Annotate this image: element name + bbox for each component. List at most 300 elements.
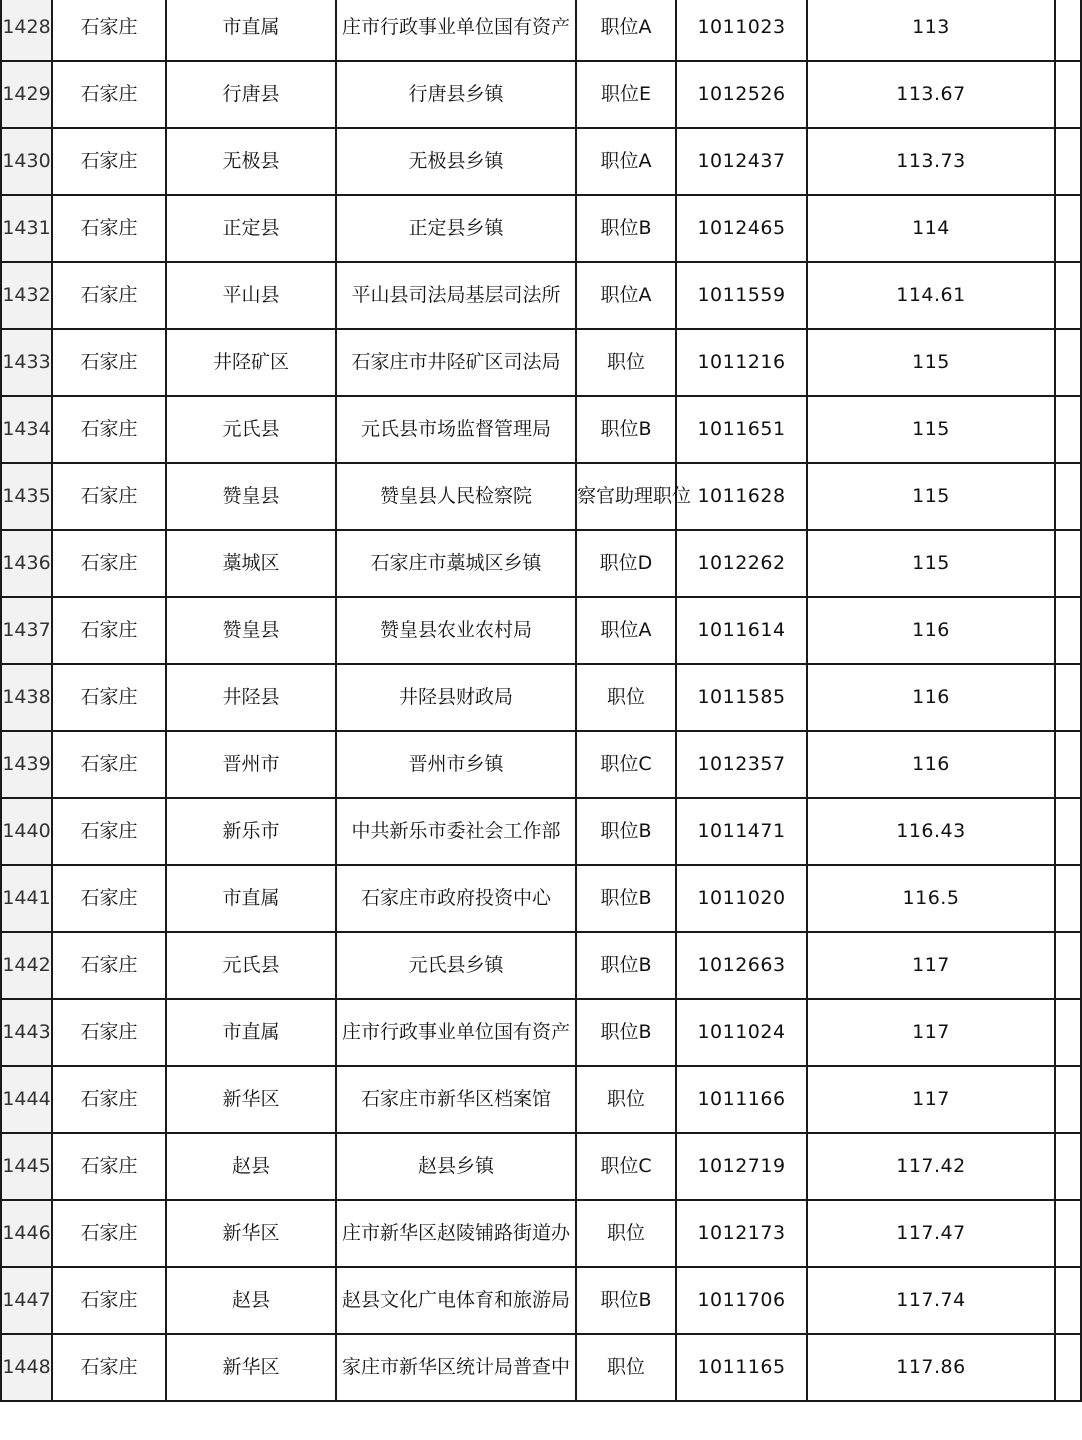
county-cell[interactable]	[166, 932, 336, 999]
position-code-cell-text: 1011166	[697, 1088, 786, 1110]
row-number-cell-text: 1440	[2, 820, 51, 842]
unit-cell[interactable]	[336, 865, 576, 932]
position-cell-text: 职位E	[600, 83, 651, 105]
table-row	[1, 999, 1081, 1066]
empty-cell[interactable]	[1055, 1066, 1081, 1133]
county-cell[interactable]	[166, 463, 336, 530]
unit-cell[interactable]	[336, 999, 576, 1066]
position-cell-text: 职位B	[600, 1289, 652, 1311]
row-number-cell-text: 1430	[2, 150, 51, 172]
table-row	[1, 865, 1081, 932]
position-code-cell-text: 1012465	[697, 217, 786, 239]
score-cell-text: 117.86	[896, 1356, 966, 1378]
unit-cell-text: 行唐县乡镇	[408, 83, 504, 105]
county-cell[interactable]	[166, 329, 336, 396]
score-cell[interactable]	[807, 664, 1055, 731]
row-number-cell[interactable]	[1, 262, 52, 329]
row-number-cell-text: 1444	[2, 1088, 51, 1110]
score-cell-text: 116	[912, 686, 950, 708]
unit-cell[interactable]	[336, 396, 576, 463]
position-code-cell[interactable]	[676, 128, 807, 195]
unit-cell[interactable]	[336, 1066, 576, 1133]
row-number-cell[interactable]	[1, 999, 52, 1066]
city-cell[interactable]	[52, 195, 166, 262]
position-code-cell[interactable]	[676, 597, 807, 664]
score-cell-text: 117	[912, 1021, 950, 1043]
county-cell-text: 藁城区	[222, 552, 280, 574]
score-cell[interactable]	[807, 195, 1055, 262]
unit-cell[interactable]	[336, 0, 576, 61]
score-cell-text: 115	[912, 485, 950, 507]
empty-cell[interactable]	[1055, 530, 1081, 597]
county-cell-text: 正定县	[222, 217, 280, 239]
row-number-cell[interactable]	[1, 61, 52, 128]
position-code-cell-text: 1011216	[697, 351, 786, 373]
city-cell-text: 石家庄	[80, 686, 138, 708]
position-code-cell[interactable]	[676, 1334, 807, 1401]
row-number-cell[interactable]	[1, 798, 52, 865]
position-cell-text: 职位A	[600, 16, 652, 38]
empty-cell[interactable]	[1055, 999, 1081, 1066]
row-number-cell-text: 1442	[2, 954, 51, 976]
table-row	[1, 1334, 1081, 1401]
position-code-cell-text: 1011024	[697, 1021, 786, 1043]
row-number-cell-text: 1446	[2, 1222, 51, 1244]
unit-cell-text: 晋州市乡镇	[408, 753, 504, 775]
score-cell[interactable]	[807, 597, 1055, 664]
county-cell[interactable]	[166, 195, 336, 262]
county-cell[interactable]	[166, 262, 336, 329]
empty-cell[interactable]	[1055, 1334, 1081, 1401]
position-cell-text: 职位	[606, 686, 645, 708]
row-number-cell[interactable]	[1, 597, 52, 664]
unit-cell-text: 元氏县乡镇	[408, 954, 504, 976]
row-number-cell-text: 1432	[2, 284, 51, 306]
county-cell[interactable]	[166, 128, 336, 195]
score-cell-text: 115	[912, 552, 950, 574]
county-cell[interactable]	[166, 61, 336, 128]
city-cell-text: 石家庄	[80, 887, 138, 909]
city-cell[interactable]	[52, 463, 166, 530]
position-cell-text: 职位	[606, 1356, 645, 1378]
position-code-cell[interactable]	[676, 999, 807, 1066]
city-cell[interactable]	[52, 999, 166, 1066]
unit-cell[interactable]	[336, 530, 576, 597]
county-cell[interactable]	[166, 1267, 336, 1334]
city-cell[interactable]	[52, 798, 166, 865]
score-cell-text: 114.61	[896, 284, 966, 306]
empty-cell[interactable]	[1055, 932, 1081, 999]
city-cell-text: 石家庄	[80, 753, 138, 775]
county-cell[interactable]	[166, 999, 336, 1066]
position-code-cell-text: 1011165	[697, 1356, 786, 1378]
city-cell-text: 石家庄	[80, 1021, 138, 1043]
table-row	[1, 463, 1081, 530]
position-cell[interactable]	[576, 396, 676, 463]
row-number-cell[interactable]	[1, 530, 52, 597]
county-cell[interactable]	[166, 1066, 336, 1133]
empty-cell[interactable]	[1055, 1267, 1081, 1334]
county-cell-text: 市直属	[222, 1021, 280, 1043]
city-cell-text: 石家庄	[80, 1155, 138, 1177]
city-cell[interactable]	[52, 61, 166, 128]
row-number-cell[interactable]	[1, 865, 52, 932]
score-cell[interactable]	[807, 1133, 1055, 1200]
table-row	[1, 329, 1081, 396]
position-code-cell[interactable]	[676, 1133, 807, 1200]
empty-cell[interactable]	[1055, 1133, 1081, 1200]
position-code-cell[interactable]	[676, 1200, 807, 1267]
city-cell-text: 石家庄	[80, 1356, 138, 1378]
score-cell-text: 116.43	[896, 820, 966, 842]
position-code-cell-text: 1012262	[697, 552, 786, 574]
row-number-cell[interactable]	[1, 664, 52, 731]
city-cell[interactable]	[52, 597, 166, 664]
county-cell-text: 赵县	[231, 1289, 270, 1311]
county-cell[interactable]	[166, 865, 336, 932]
score-cell[interactable]	[807, 1066, 1055, 1133]
position-code-cell-text: 1011706	[697, 1289, 786, 1311]
position-cell-text: 职位B	[600, 418, 652, 440]
unit-cell[interactable]	[336, 61, 576, 128]
position-cell[interactable]	[576, 865, 676, 932]
county-cell[interactable]	[166, 0, 336, 61]
county-cell-text: 赞皇县	[222, 485, 280, 507]
score-cell-text: 116.5	[902, 887, 960, 909]
city-cell-text: 石家庄	[80, 552, 138, 574]
row-number-cell[interactable]	[1, 329, 52, 396]
row-number-cell-text: 1433	[2, 351, 51, 373]
unit-cell[interactable]	[336, 1133, 576, 1200]
row-number-cell[interactable]	[1, 731, 52, 798]
position-code-cell[interactable]	[676, 262, 807, 329]
position-cell[interactable]	[576, 1267, 676, 1334]
unit-cell[interactable]	[336, 463, 576, 530]
score-cell[interactable]	[807, 1200, 1055, 1267]
position-code-cell[interactable]	[676, 1267, 807, 1334]
position-code-cell[interactable]	[676, 0, 807, 61]
position-code-cell-text: 1012357	[697, 753, 786, 775]
unit-cell-text: 石家庄市政府投资中心	[360, 887, 551, 909]
county-cell[interactable]	[166, 1133, 336, 1200]
city-cell-text: 石家庄	[80, 284, 138, 306]
row-number-cell-text: 1435	[2, 485, 51, 507]
city-cell[interactable]	[52, 396, 166, 463]
county-cell-text: 赞皇县	[222, 619, 280, 641]
unit-cell-text: 井陉县财政局	[398, 686, 513, 708]
empty-cell[interactable]	[1055, 731, 1081, 798]
position-cell-text: 职位A	[600, 150, 652, 172]
city-cell[interactable]	[52, 128, 166, 195]
position-cell[interactable]	[576, 463, 692, 530]
position-cell[interactable]	[576, 999, 676, 1066]
empty-cell[interactable]	[1055, 61, 1081, 128]
position-cell-text: 职位B	[600, 1021, 652, 1043]
row-number-cell[interactable]	[1, 1334, 52, 1401]
table-row	[1, 262, 1081, 329]
row-number-cell-text: 1428	[2, 16, 51, 38]
city-cell-text: 石家庄	[80, 351, 138, 373]
county-cell-text: 市直属	[222, 887, 280, 909]
row-number-cell-text: 1443	[2, 1021, 51, 1043]
table-row	[1, 731, 1081, 798]
unit-cell-text: 平山县司法局基层司法所	[351, 284, 561, 306]
empty-cell[interactable]	[1055, 0, 1081, 61]
unit-cell-text: 赞皇县农业农村局	[379, 619, 532, 641]
position-code-cell[interactable]	[676, 530, 807, 597]
county-cell[interactable]	[166, 1334, 336, 1401]
unit-cell[interactable]	[336, 664, 576, 731]
unit-cell[interactable]	[336, 1334, 576, 1401]
score-cell-text: 117	[912, 1088, 950, 1110]
position-cell[interactable]	[576, 329, 676, 396]
county-cell-text: 市直属	[222, 16, 280, 38]
city-cell[interactable]	[52, 530, 166, 597]
city-cell-text: 石家庄	[80, 16, 138, 38]
table-row	[1, 195, 1081, 262]
city-cell-text: 石家庄	[80, 1088, 138, 1110]
position-cell[interactable]	[576, 597, 676, 664]
unit-cell[interactable]	[336, 731, 576, 798]
county-cell-text: 新华区	[222, 1356, 280, 1378]
county-cell[interactable]	[166, 664, 336, 731]
unit-cell[interactable]	[336, 128, 576, 195]
city-cell[interactable]	[52, 1267, 166, 1334]
position-cell[interactable]	[576, 798, 676, 865]
row-number-cell[interactable]	[1, 195, 52, 262]
position-cell-text: 职位C	[600, 753, 652, 775]
unit-cell-text: 庄市行政事业单位国有资产	[341, 16, 570, 38]
city-cell-text: 石家庄	[80, 217, 138, 239]
unit-cell[interactable]	[336, 1267, 576, 1334]
position-code-cell-text: 1011628	[697, 485, 786, 507]
position-cell-text: 职位B	[600, 887, 652, 909]
row-number-cell[interactable]	[1, 1200, 52, 1267]
position-code-cell-text: 1012719	[697, 1155, 786, 1177]
row-number-cell[interactable]	[1, 1133, 52, 1200]
empty-cell[interactable]	[1055, 597, 1081, 664]
unit-cell-text: 庄市新华区赵陵铺路街道办	[341, 1222, 570, 1244]
position-code-cell[interactable]	[676, 396, 807, 463]
county-cell[interactable]	[166, 597, 336, 664]
unit-cell-text: 赞皇县人民检察院	[379, 485, 532, 507]
position-code-cell[interactable]	[676, 664, 807, 731]
city-cell[interactable]	[52, 865, 166, 932]
county-cell-text: 平山县	[222, 284, 280, 306]
score-cell[interactable]	[807, 1334, 1055, 1401]
row-number-cell[interactable]	[1, 128, 52, 195]
position-cell-text: 察官助理职位	[577, 485, 692, 507]
score-cell-text: 117.47	[896, 1222, 966, 1244]
unit-cell[interactable]	[336, 262, 576, 329]
position-code-cell[interactable]	[676, 932, 807, 999]
unit-cell[interactable]	[336, 798, 576, 865]
row-number-cell-text: 1448	[2, 1356, 51, 1378]
position-cell-text: 职位B	[600, 217, 652, 239]
empty-cell[interactable]	[1055, 664, 1081, 731]
empty-cell[interactable]	[1055, 1200, 1081, 1267]
table-row	[1, 61, 1081, 128]
table-row	[1, 396, 1081, 463]
row-number-cell[interactable]	[1, 463, 52, 530]
position-cell[interactable]	[576, 1334, 676, 1401]
position-cell[interactable]	[576, 530, 676, 597]
unit-cell-text: 元氏县市场监督管理局	[360, 418, 551, 440]
position-cell-text: 职位C	[600, 1155, 652, 1177]
position-code-cell-text: 1011614	[697, 619, 786, 641]
unit-cell[interactable]	[336, 597, 576, 664]
table-row	[1, 0, 1081, 61]
unit-cell-text: 石家庄市新华区档案馆	[360, 1088, 551, 1110]
unit-cell-text: 中共新乐市委社会工作部	[351, 820, 561, 842]
table-row	[1, 530, 1081, 597]
position-code-cell[interactable]	[676, 798, 807, 865]
position-cell[interactable]	[576, 664, 676, 731]
unit-cell[interactable]	[336, 195, 576, 262]
position-code-cell-text: 1011471	[697, 820, 786, 842]
score-cell-text: 113.67	[896, 83, 966, 105]
score-cell[interactable]	[807, 932, 1055, 999]
unit-cell[interactable]	[336, 329, 576, 396]
city-cell[interactable]	[52, 1334, 166, 1401]
score-cell[interactable]	[807, 798, 1055, 865]
position-cell-text: 职位A	[600, 619, 652, 641]
county-cell-text: 新华区	[222, 1222, 280, 1244]
city-cell-text: 石家庄	[80, 1222, 138, 1244]
city-cell[interactable]	[52, 1133, 166, 1200]
position-code-cell[interactable]	[676, 731, 807, 798]
score-cell-text: 117.74	[896, 1289, 966, 1311]
score-cell[interactable]	[807, 530, 1055, 597]
city-cell[interactable]	[52, 262, 166, 329]
position-cell-text: 职位	[606, 1088, 645, 1110]
score-cell-text: 114	[912, 217, 950, 239]
city-cell[interactable]	[52, 664, 166, 731]
county-cell[interactable]	[166, 1200, 336, 1267]
position-code-cell[interactable]	[676, 195, 807, 262]
position-code-cell[interactable]	[676, 865, 807, 932]
position-code-cell-text: 1011020	[697, 887, 786, 909]
position-code-cell[interactable]	[676, 329, 807, 396]
row-number-cell[interactable]	[1, 0, 52, 61]
score-cell[interactable]	[807, 262, 1055, 329]
row-number-cell[interactable]	[1, 396, 52, 463]
city-cell-text: 石家庄	[80, 1289, 138, 1311]
city-cell-text: 石家庄	[80, 619, 138, 641]
row-number-cell[interactable]	[1, 1267, 52, 1334]
position-code-cell-text: 1012173	[697, 1222, 786, 1244]
city-cell-text: 石家庄	[80, 820, 138, 842]
position-code-cell[interactable]	[676, 61, 807, 128]
position-cell[interactable]	[576, 195, 676, 262]
row-number-cell[interactable]	[1, 1066, 52, 1133]
score-cell[interactable]	[807, 0, 1055, 61]
table-body	[1, 0, 1081, 1401]
row-number-cell-text: 1438	[2, 686, 51, 708]
county-cell[interactable]	[166, 396, 336, 463]
unit-cell-text: 赵县文化广电体育和旅游局	[341, 1289, 570, 1311]
position-cell[interactable]	[576, 1133, 676, 1200]
city-cell[interactable]	[52, 932, 166, 999]
score-cell[interactable]	[807, 463, 1055, 530]
score-cell[interactable]	[807, 865, 1055, 932]
position-code-cell[interactable]	[676, 463, 807, 530]
table-row	[1, 128, 1081, 195]
row-number-cell-text: 1441	[2, 887, 51, 909]
unit-cell[interactable]	[336, 1200, 576, 1267]
county-cell[interactable]	[166, 798, 336, 865]
position-code-cell-text: 1011559	[697, 284, 786, 306]
score-cell[interactable]	[807, 999, 1055, 1066]
score-cell[interactable]	[807, 731, 1055, 798]
table-row	[1, 597, 1081, 664]
score-cell[interactable]	[807, 329, 1055, 396]
position-cell[interactable]	[576, 1066, 676, 1133]
county-cell-text: 元氏县	[222, 418, 280, 440]
position-cell[interactable]	[576, 1200, 676, 1267]
city-cell[interactable]	[52, 1200, 166, 1267]
table-row	[1, 1066, 1081, 1133]
score-cell[interactable]	[807, 1267, 1055, 1334]
empty-cell[interactable]	[1055, 865, 1081, 932]
score-cell-text: 116	[912, 619, 950, 641]
city-cell[interactable]	[52, 0, 166, 61]
position-cell[interactable]	[576, 0, 676, 61]
score-cell-text: 117.42	[896, 1155, 966, 1177]
score-cell[interactable]	[807, 396, 1055, 463]
score-cell[interactable]	[807, 61, 1055, 128]
position-cell-text: 职位B	[600, 820, 652, 842]
position-cell-text: 职位	[606, 351, 645, 373]
empty-cell[interactable]	[1055, 262, 1081, 329]
unit-cell-text: 石家庄市藁城区乡镇	[370, 552, 542, 574]
position-cell[interactable]	[576, 128, 676, 195]
score-cell[interactable]	[807, 128, 1055, 195]
city-cell[interactable]	[52, 1066, 166, 1133]
row-number-cell-text: 1445	[2, 1155, 51, 1177]
empty-cell[interactable]	[1055, 195, 1081, 262]
row-number-cell[interactable]	[1, 932, 52, 999]
position-cell[interactable]	[576, 731, 676, 798]
position-code-cell-text: 1011585	[697, 686, 786, 708]
position-cell[interactable]	[576, 61, 676, 128]
empty-cell[interactable]	[1055, 329, 1081, 396]
county-cell-text: 晋州市	[222, 753, 280, 775]
position-cell[interactable]	[576, 932, 676, 999]
position-code-cell[interactable]	[676, 1066, 807, 1133]
empty-cell[interactable]	[1055, 798, 1081, 865]
city-cell[interactable]	[52, 731, 166, 798]
empty-cell[interactable]	[1055, 463, 1081, 530]
city-cell-text: 石家庄	[80, 485, 138, 507]
table-row	[1, 932, 1081, 999]
table-row	[1, 664, 1081, 731]
city-cell[interactable]	[52, 329, 166, 396]
empty-cell[interactable]	[1055, 396, 1081, 463]
position-cell-text: 职位B	[600, 954, 652, 976]
unit-cell-text: 石家庄市井陉矿区司法局	[351, 351, 561, 373]
row-number-cell-text: 1429	[2, 83, 51, 105]
unit-cell-text: 无极县乡镇	[408, 150, 504, 172]
county-cell[interactable]	[166, 530, 336, 597]
position-cell-text: 职位	[606, 1222, 645, 1244]
empty-cell[interactable]	[1055, 128, 1081, 195]
position-code-cell-text: 1012663	[697, 954, 786, 976]
unit-cell[interactable]	[336, 932, 576, 999]
position-cell[interactable]	[576, 262, 676, 329]
county-cell[interactable]	[166, 731, 336, 798]
table-row	[1, 1200, 1081, 1267]
